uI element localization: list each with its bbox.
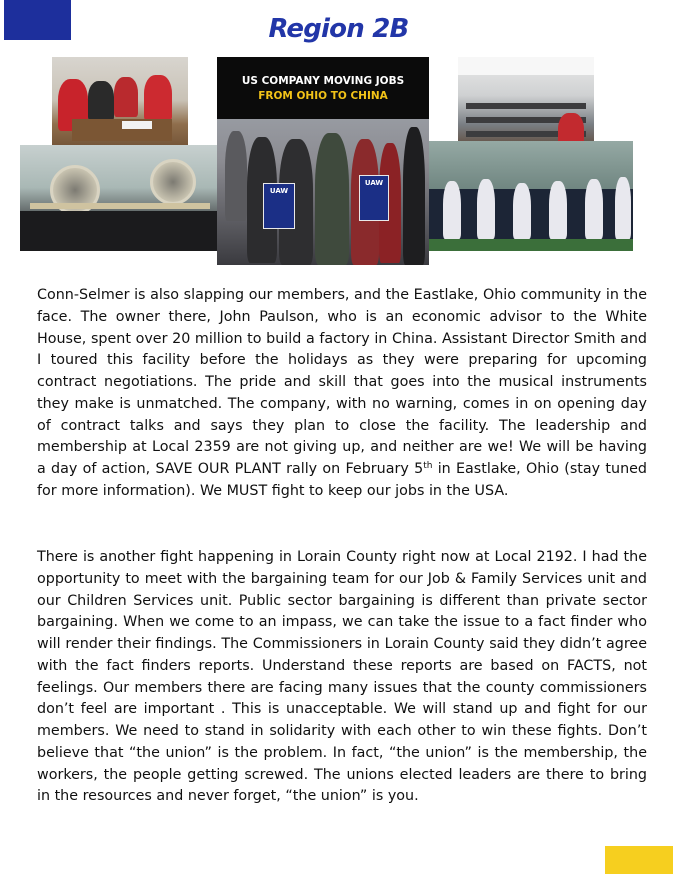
uaw-sign-left: UAW [263, 183, 295, 229]
paragraph-lorain-county: There is another fight happening in Lorain County right now at Local 2192. I had the opportunity to meet with the bargaining team for our Job & Family Services unit and our Children Services unit. Public sector bargaining is different than private sector bargaining. When we come to an impass, we can take the issue to a fact finder who will render their findings. The Commissioners in Lorain County said they didn’t agree with the fact finders reports. Understand these reports are based on FACTS, not feelings. Our members there are facing many issues that the county commissioners don’t feel are important . This is unacceptable. We will stand up and fight for our members. We need to stand in solidarity with each other to win these fights. Don’t believe that “the union” is the problem. In fact, “the union” is the membership, the workers, the people getting screwed. The unions elected leaders are there to bring in the resources and never forget, “the union” is you. [37, 549, 647, 805]
paragraph-conn-selmer: Conn-Selmer is also slapping our members, and the Eastlake, Ohio community in the face. The owner there, John Paulson, who is an economic advisor to the White House, spent over 20 million to build a factory in China. Assistant Director Smith and I toured this facility before the holidays as they were preparing for upcoming contract negotiations. The pride and skill that goes into the musical instruments they make is unmatched. The company, with no warning, comes in on opening day of contract talks and says they plan to close the facility. The leadership and membership at Local 2359 are not giving up, and neither are we! We will be having a day of action, SAVE OUR PLANT rally on February 5th in Eastlake, Ohio (stay tuned for more information). We MUST fight to keep our jobs in the USA. [37, 287, 648, 499]
uaw-sign-right: UAW [359, 175, 389, 221]
meeting-photo [52, 57, 188, 153]
marching-band-photo-right [429, 141, 633, 251]
rally-banner [217, 57, 429, 119]
page-title: Region 2B [268, 14, 409, 44]
rally-banner-line2: FROM OHIO TO CHINA [258, 90, 388, 102]
conference-room-photo [458, 57, 594, 153]
marching-band-photo-left [20, 145, 220, 251]
corner-accent-yellow [605, 846, 673, 874]
rally-photo [217, 57, 429, 265]
rally-banner-line1: US COMPANY MOVING JOBS [241, 75, 405, 87]
